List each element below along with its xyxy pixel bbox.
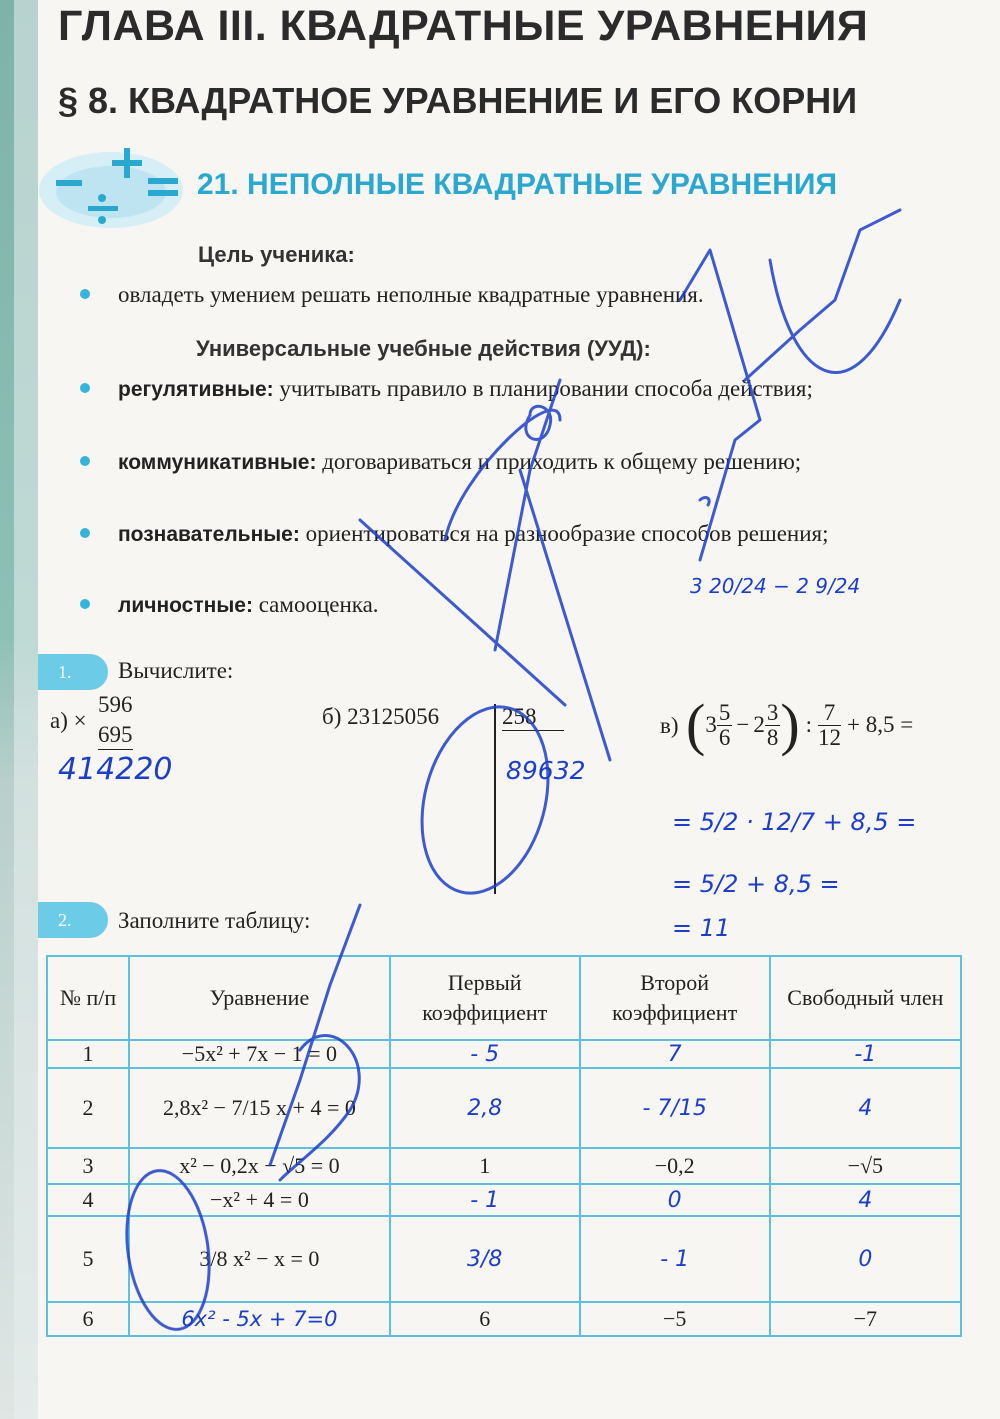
cell-first-coefficient: - 5 [390, 1040, 580, 1068]
task1-prompt: Вычислите: [118, 658, 234, 683]
header-cell: Первый коэффициент [390, 956, 580, 1040]
cell-free-term: −√5 [770, 1148, 961, 1184]
task1b-dividend: б) 23125056 [322, 704, 440, 729]
cell-second-coefficient: 7 [580, 1040, 770, 1068]
task-number-badge: 2. [38, 902, 108, 938]
cell-free-term: -1 [770, 1040, 961, 1068]
bullet-dot [80, 383, 90, 393]
task2-prompt: Заполните таблицу: [118, 908, 311, 933]
goal-heading: Цель ученика: [198, 242, 355, 267]
task1v-expression: ( 3 $\frac{5}{6}$ − 2 $\frac{3}{8}$ ) : $\frac{7}{12}$ + 8,5 = [686, 692, 914, 757]
cell-second-coefficient: −0,2 [580, 1148, 770, 1184]
row-number: 5 [47, 1216, 129, 1302]
uud-item-text: учитывать правило в планировании способа действия; [279, 376, 813, 401]
header-cell: Второй коэффициент [580, 956, 770, 1040]
row-equation: 2,8x² − 7/15 x + 4 = 0 [129, 1068, 390, 1148]
table-row [47, 1216, 961, 1302]
coefficients-table [46, 955, 962, 1337]
cell-free-term: 4 [770, 1184, 961, 1216]
cell-second-coefficient: - 7/15 [580, 1068, 770, 1148]
row-equation: −5x² + 7x − 1 = 0 [129, 1040, 390, 1068]
task1a-multiplicand: 596 [98, 692, 133, 717]
task1v-handwritten-line: = 5/2 + 8,5 = [672, 870, 840, 898]
uud-item-text: договариваться и приходить к общему решению; [322, 449, 802, 474]
uud-item-text: самооценка. [258, 592, 379, 617]
header-cell: Уравнение [129, 956, 390, 1040]
bullet-dot [80, 599, 90, 609]
page-edge-band [0, 0, 38, 1419]
uud-item-text: ориентироваться на разнообразие способов решения; [305, 521, 829, 546]
division-vertical-line [494, 704, 496, 894]
task1v-handwritten-line: = 5/2 · 12/7 + 8,5 = [672, 808, 917, 836]
bullet-dot [80, 528, 90, 538]
uud-item-label: регулятивные: [118, 378, 274, 401]
table-row [47, 1148, 961, 1184]
subsection-title: 21. НЕПОЛНЫЕ КВАДРАТНЫЕ УРАВНЕНИЯ [197, 168, 838, 201]
cell-free-term: 4 [770, 1068, 961, 1148]
header-cell: Свободный член [770, 956, 961, 1040]
row-number: 4 [47, 1184, 129, 1216]
bullet-dot [80, 289, 90, 299]
row-number: 2 [47, 1068, 129, 1148]
row-number: 6 [47, 1302, 129, 1336]
row-number: 3 [47, 1148, 129, 1184]
table-row [47, 1302, 961, 1336]
table-row [47, 1184, 961, 1216]
cell-first-coefficient: 3/8 [390, 1216, 580, 1302]
cell-second-coefficient: −5 [580, 1302, 770, 1336]
task1a-handwritten-answer: 414220 [58, 752, 173, 787]
table-header-row [47, 956, 961, 1040]
header-cell: № п/п [47, 956, 129, 1040]
section-title: § 8. КВАДРАТНОЕ УРАВНЕНИЕ И ЕГО КОРНИ [58, 80, 858, 121]
chapter-title: ГЛАВА III. КВАДРАТНЫЕ УРАВНЕНИЯ [58, 2, 869, 50]
uud-item-cognitive [118, 517, 963, 552]
task1v-handwritten-line: = 11 [672, 914, 731, 942]
row-equation: −x² + 4 = 0 [129, 1184, 390, 1216]
table-row [47, 1068, 961, 1148]
cell-first-coefficient: 6 [390, 1302, 580, 1336]
math-symbols-logo-icon [36, 140, 186, 240]
task-number-badge: 1. [38, 654, 108, 690]
row-equation: 6x² - 5x + 7=0 [129, 1302, 390, 1336]
task1v-handwritten-top: 3 20/24 − 2 9/24 [690, 574, 861, 598]
task1b-divisor: 258 [502, 704, 564, 731]
goal-text: овладеть умением решать неполные квадратные уравнения. [118, 282, 704, 307]
row-equation: 3/8 x² − x = 0 [129, 1216, 390, 1302]
uud-heading: Универсальные учебные действия (УУД): [196, 336, 651, 361]
cell-free-term: −7 [770, 1302, 961, 1336]
row-equation: x² − 0,2x − √5 = 0 [129, 1148, 390, 1184]
task1b-handwritten-answer: 89632 [506, 756, 586, 785]
uud-item-communicative [118, 445, 963, 480]
row-number: 1 [47, 1040, 129, 1068]
uud-item-label: личностные: [118, 594, 253, 617]
cell-free-term: 0 [770, 1216, 961, 1302]
cell-first-coefficient: - 1 [390, 1184, 580, 1216]
cell-first-coefficient: 2,8 [390, 1068, 580, 1148]
uud-item-label: познавательные: [118, 523, 300, 546]
cell-second-coefficient: 0 [580, 1184, 770, 1216]
task1a-label: а) × [50, 708, 87, 733]
task1v-label: в) [660, 713, 679, 738]
bullet-dot [80, 456, 90, 466]
uud-item-label: коммуникативные: [118, 451, 317, 474]
cell-second-coefficient: - 1 [580, 1216, 770, 1302]
cell-first-coefficient: 1 [390, 1148, 580, 1184]
task1a-multiplier: 695 [98, 722, 133, 750]
uud-item-regulative [118, 372, 963, 407]
table-row [47, 1040, 961, 1068]
